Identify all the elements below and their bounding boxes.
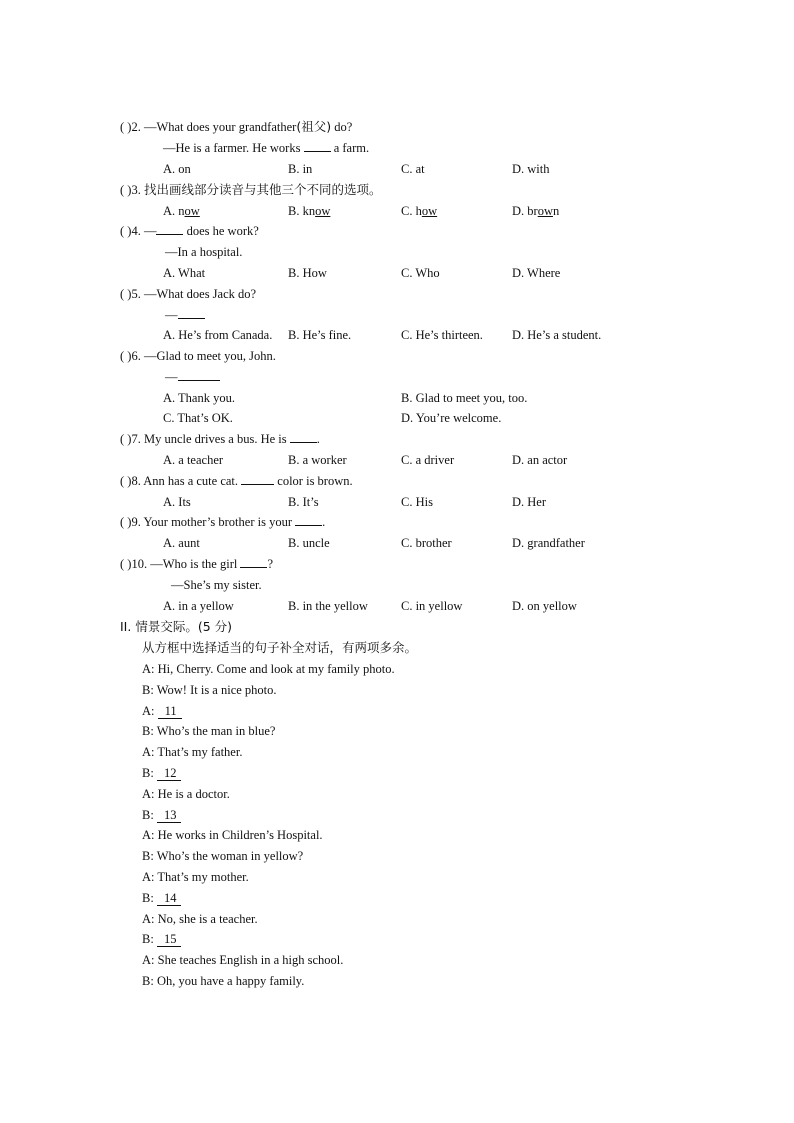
option-d[interactable]: D. grandfather (512, 536, 585, 550)
question-6-options-row2 (0, 410, 794, 426)
option-a[interactable]: A. a teacher (163, 453, 224, 467)
answer-paren[interactable]: ( ) (120, 183, 132, 197)
dialogue-line (142, 786, 230, 802)
option-c[interactable]: C. He’s thirteen. (401, 328, 483, 342)
dialogue-speaker: A: (142, 704, 155, 718)
question-number: 6. (131, 349, 141, 363)
answer-paren[interactable]: ( ) (120, 515, 132, 529)
question-number: 2. (131, 120, 141, 134)
option-c[interactable]: C. how (401, 204, 438, 218)
answer-blank[interactable] (178, 307, 205, 319)
dialogue-blank[interactable]: 15 (157, 932, 182, 947)
question-stem-cn: (祖父) (296, 119, 332, 134)
question-6 (120, 348, 276, 364)
dialogue-speaker: A: (142, 745, 155, 759)
option-c[interactable]: C. Who (401, 266, 440, 280)
answer-paren[interactable]: ( ) (120, 557, 132, 571)
question-stem: 找出画线部分读音与其他三个不同的选项。 (143, 182, 382, 197)
question-number: 8. (131, 474, 141, 488)
option-c[interactable]: C. a driver (401, 453, 455, 467)
option-b[interactable]: B. uncle (288, 536, 330, 550)
dialogue-text: That’s my father. (157, 745, 243, 759)
dialogue-speaker: B: (142, 974, 154, 988)
dialogue-text: She teaches English in a high school. (157, 953, 344, 967)
option-d[interactable]: D. with (512, 162, 550, 176)
answer-paren[interactable]: ( ) (120, 349, 132, 363)
question-8: ( )8. Ann has a cute cat. color is brown. (120, 474, 353, 488)
dialogue-line (142, 827, 323, 843)
dialogue-text: No, she is a teacher. (157, 912, 258, 926)
option-c[interactable]: C. That’s OK. (163, 411, 233, 425)
answer-paren[interactable]: ( ) (120, 120, 132, 134)
option-c[interactable]: C. His (401, 495, 433, 509)
question-10-options (0, 598, 794, 614)
question-stem: —What does Jack do? (143, 287, 257, 301)
question-3-options (0, 203, 794, 219)
option-b[interactable]: B. know (288, 204, 331, 218)
option-d[interactable]: D. Where (512, 266, 561, 280)
question-3 (120, 182, 381, 198)
option-a[interactable]: A. now (163, 204, 200, 218)
dialogue-line (142, 703, 182, 719)
question-4-options (0, 265, 794, 281)
option-b[interactable]: B. in (288, 162, 313, 176)
answer-blank[interactable] (295, 514, 322, 526)
dialogue-speaker: A: (142, 912, 155, 926)
question-9: ( )9. Your mother’s brother is your . (120, 515, 326, 529)
option-b[interactable]: B. It’s (288, 495, 319, 509)
question-7: ( )7. My uncle drives a bus. He is . (120, 432, 320, 446)
dialogue-text: He is a doctor. (157, 787, 230, 801)
dialogue-blank[interactable]: 11 (158, 704, 182, 719)
question-10-line2: —She’s my sister. (171, 578, 262, 592)
question-7-options (0, 452, 794, 468)
option-a[interactable]: A. on (163, 162, 191, 176)
dialogue-speaker: A: (142, 953, 155, 967)
question-6-options-row1 (0, 390, 794, 406)
section-instruction: 从方框中选择适当的句子补全对话，有两项多余。 (142, 640, 418, 655)
dialogue-speaker: B: (142, 808, 154, 822)
answer-blank[interactable] (304, 140, 331, 152)
section-heading: II. 情景交际。(5 分) (120, 619, 232, 634)
answer-paren[interactable]: ( ) (120, 474, 132, 488)
dialogue-line (142, 931, 181, 947)
option-a[interactable]: A. He’s from Canada. (163, 328, 273, 342)
question-4-line2: —In a hospital. (165, 245, 243, 259)
question-5 (120, 286, 256, 302)
dialogue-text: That’s my mother. (157, 870, 249, 884)
dialogue-text: Oh, you have a happy family. (156, 974, 305, 988)
answer-paren[interactable]: ( ) (120, 432, 132, 446)
dialogue-text: Who’s the man in blue? (156, 724, 276, 738)
dialogue-speaker: B: (142, 724, 154, 738)
question-number: 10. (131, 557, 148, 571)
question-2-line2: —He is a farmer. He works a farm. (163, 141, 370, 155)
option-c[interactable]: C. brother (401, 536, 452, 550)
dialogue-blank[interactable]: 12 (157, 766, 182, 781)
dialogue-speaker: B: (142, 683, 154, 697)
question-4: ( )4. — does he work? (120, 224, 259, 238)
dialogue-line (142, 723, 275, 739)
dialogue-speaker: A: (142, 870, 155, 884)
option-a[interactable]: A. aunt (163, 536, 200, 550)
option-a[interactable]: A. What (163, 266, 206, 280)
dialogue-speaker: B: (142, 932, 154, 946)
dialogue-line (142, 869, 249, 885)
question-9-options (0, 535, 794, 551)
option-b[interactable]: B. He’s fine. (288, 328, 352, 342)
question-number: 4. (131, 224, 141, 238)
answer-paren[interactable]: ( ) (120, 224, 132, 238)
question-5-options (0, 327, 794, 343)
question-8-options (0, 494, 794, 510)
option-d[interactable]: D. He’s a student. (512, 328, 602, 342)
option-a[interactable]: A. Its (163, 495, 191, 509)
option-b[interactable]: B. Glad to meet you, too. (401, 391, 528, 405)
option-c[interactable]: C. at (401, 162, 425, 176)
dialogue-line (142, 911, 258, 927)
option-d[interactable]: D. You’re welcome. (401, 411, 502, 425)
question-5-line2: — (165, 307, 205, 323)
dialogue-speaker: B: (142, 766, 154, 780)
dialogue-line (142, 807, 181, 823)
dialogue-text: He works in Children’s Hospital. (157, 828, 323, 842)
dialogue-line (142, 973, 304, 989)
option-b[interactable]: B. in the yellow (288, 599, 368, 613)
question-number: 9. (131, 515, 141, 529)
option-d[interactable]: D. Her (512, 495, 547, 509)
option-a[interactable]: A. Thank you. (163, 391, 235, 405)
option-d[interactable]: D. an actor (512, 453, 568, 467)
dialogue-line (142, 952, 343, 968)
dialogue-blank[interactable]: 13 (157, 808, 182, 823)
dialogue-line (142, 661, 395, 677)
question-2-options (0, 161, 794, 177)
dialogue-speaker: A: (142, 662, 155, 676)
dialogue-speaker: B: (142, 891, 154, 905)
dialogue-line (142, 848, 303, 864)
dialogue-speaker: A: (142, 787, 155, 801)
answer-blank[interactable] (241, 473, 274, 485)
answer-blank[interactable] (178, 369, 220, 381)
question-2: ( )2. —What does your grandfather(祖父) do? (120, 119, 353, 134)
option-b[interactable]: B. a worker (288, 453, 347, 467)
dialogue-text: Who’s the woman in yellow? (156, 849, 304, 863)
dialogue-speaker: B: (142, 849, 154, 863)
answer-blank[interactable] (240, 556, 267, 568)
question-10: ( )10. —Who is the girl ? (120, 557, 274, 571)
answer-blank[interactable] (290, 431, 317, 443)
question-stem: —Glad to meet you, John. (143, 349, 276, 363)
dialogue-line (142, 765, 181, 781)
option-d[interactable]: D. brown (512, 204, 560, 218)
option-b[interactable]: B. How (288, 266, 327, 280)
question-number: 5. (131, 287, 141, 301)
dialogue-line (142, 682, 277, 698)
question-stem: —What does your grandfather (143, 120, 297, 134)
question-number: 3. (131, 183, 141, 197)
dialogue-line (142, 744, 242, 760)
dialogue-line (142, 890, 181, 906)
dialogue-blank[interactable]: 14 (157, 891, 182, 906)
option-a[interactable]: A. in a yellow (163, 599, 234, 613)
dialogue-text: Wow! It is a nice photo. (156, 683, 277, 697)
dialogue-text: Hi, Cherry. Come and look at my family photo. (157, 662, 395, 676)
answer-blank[interactable] (156, 223, 183, 235)
option-d[interactable]: D. on yellow (512, 599, 577, 613)
question-6-line2: — (165, 369, 220, 385)
answer-paren[interactable]: ( ) (120, 287, 132, 301)
question-number: 7. (131, 432, 141, 446)
option-c[interactable]: C. in yellow (401, 599, 463, 613)
dialogue-speaker: A: (142, 828, 155, 842)
